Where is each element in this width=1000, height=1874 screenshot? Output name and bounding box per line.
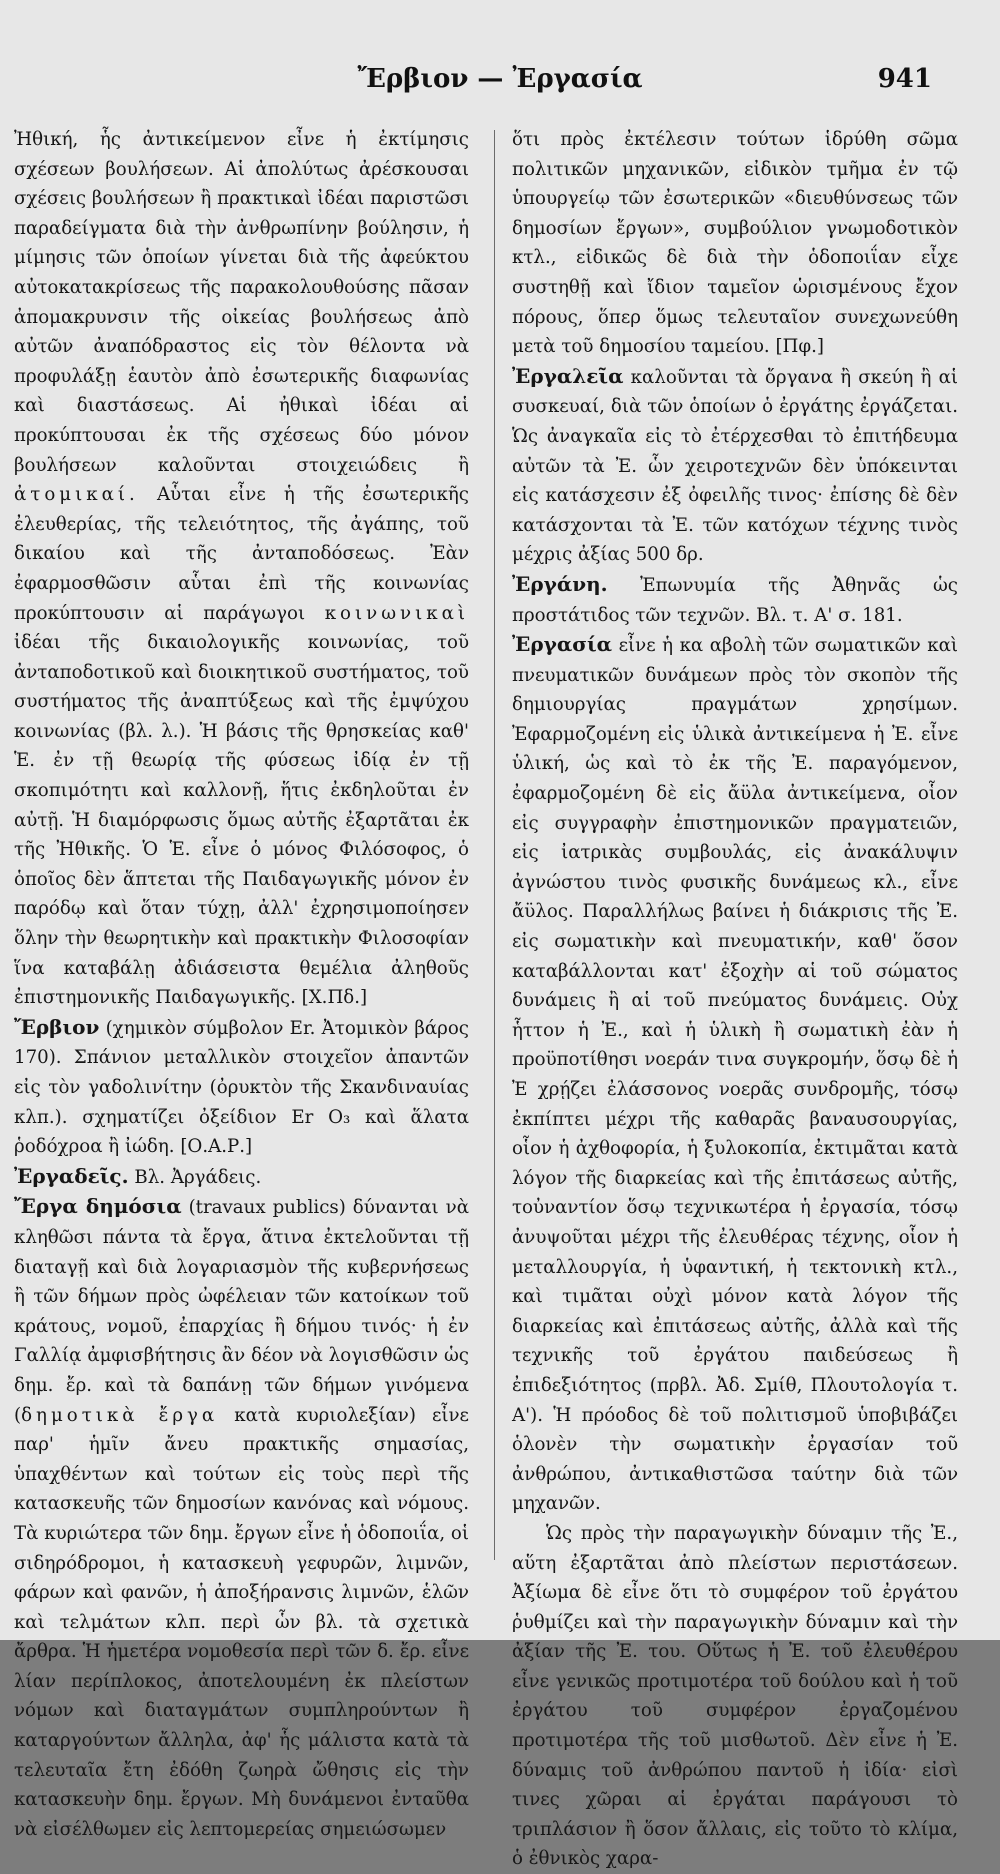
headword-erbion: Ἔρβιον	[14, 1014, 100, 1039]
entry-ergaleia: Ἐργαλεῖα καλοῦνται τὰ ὄργανα ἢ σκεύη ἢ αἱ συσκευαί, διὰ τῶν ὁποίων ὁ ἐργάτης ἐργάζεται. Ὡς ἀναγκαῖα εἰς τὸ ἐτέρχεσθαι τὸ ἐπιτήδευμα αὐτῶν τὰ Ἐ. ὧν χειροτεχνῶν δὲν ὑπόκεινται εἰς κατάσχεσιν ἐξ ὀφειλῆς τινος· ἐπίσης δὲ δὲν κατάσχονται τὰ Ἐ. τῶν κατόχων τέχνης τινὸς μέχρις ἀξίας 500 δρ.	[512, 363, 958, 566]
headword-ergasia: Ἐργασία	[512, 632, 613, 657]
entry-ergadeis: Ἐργαδεῖς. Βλ. Ἀργάδεις.	[14, 1163, 262, 1188]
column-divider	[494, 130, 495, 1560]
running-title: Ἔρβιον — Ἐργασία	[357, 64, 643, 94]
page-header	[0, 58, 1000, 108]
ergasia-paragraph-2: Ὡς πρὸς τὴν παραγωγικὴν δύναμιν τῆς Ἐ., αὕτη ἐξαρτᾶται ἀπὸ πλείστων περιστάσεων. Ἀξίωμα δὲ εἶνε ὅτι τὸ συμφέρον τοῦ ἐργάτου ῥυθμίζει καὶ τὴν παραγωγικὴν δύναμιν καὶ τὴν ἀξίαν τῆς Ἐ. του. Οὕτως ἡ Ἐ. τοῦ ἐλευθέρου εἶνε γενικῶς προτιμοτέρα τοῦ δούλου καὶ ἡ τοῦ ἐργάτου τοῦ συμφέρον ἐργαζομένου προτιμοτέρα τῆς τοῦ μισθωτοῦ. Δὲν εἶνε ἡ Ἐ. δύναμις τοῦ ἀνθρώπου παντοῦ ἡ ἰδία· εἰσὶ τινες χῶραι αἱ ἐργάται παράγουσι τὸ τριπλάσιον ἢ ὅσον ἄλλαις, εἰς τοῦτο τὸ κλίμα, ὁ ἐθνικὸς χαρα-	[512, 1522, 958, 1870]
headword-ergaleia: Ἐργαλεῖα	[512, 363, 624, 388]
headword-ergadeis: Ἐργαδεῖς.	[14, 1163, 129, 1188]
entry-erbion: Ἔρβιον (χημικὸν σύμβολον Er. Ἀτομικὸν βάρος 170). Σπάνιον μεταλλικὸν στοιχεῖον ἀπαντῶν εἰς τὸν γαδολινίτην (ὀρυκτὸν τῆς Σκανδιναυίας κλπ.). σχηματίζει ὀξείδιον Er O₃ καὶ ἅλατα ῥοδόχροα ἢ ἰώδη. [Ο.Α.Ρ.]	[14, 1014, 469, 1158]
right-column	[512, 125, 958, 1870]
entry-ergani: Ἐργάνη. Ἐπωνυμία τῆς Ἀθηνᾶς ὡς προστάτιδος τῶν τεχνῶν. Βλ. τ. Α' σ. 181.	[512, 571, 958, 626]
headword-ergani: Ἐργάνη.	[512, 571, 608, 596]
entry-ergasia: Ἐργασία εἶνε ἡ κα αβολὴ τῶν σωματικῶν καὶ πνευματικῶν δυνάμεων πρὸς τὸν σκοπὸν τῆς δημιουργίας πραγμάτων χρησίμων. Ἐφαρμοζομένη εἰς ὑλικὰ ἀντικείμενα ἡ Ἐ. εἶνε ὑλική, ὡς καὶ τὸ ἐκ τῆς Ἐ. παραγόμενον, ἐφαρμοζομένη δὲ εἰς ἄϋλα ἀντικείμενα, οἷον εἰς συγγραφὴν ἐπιστημονικῶν πραγματειῶν, εἰς ἰατρικὰς συμβουλάς, εἰς ἀνακάλυψιν ἀγνώστου τινὸς φυσικῆς δυνάμεως κλ., εἶνε ἄϋλος. Παραλλήλως βαίνει ἡ διάκρισις τῆς Ἐ. εἰς σωματικὴν καὶ πνευματικήν, καθ' ὅσον καταβάλλονται κατ' ἐξοχὴν αἱ τοῦ σώματος δυνάμεις ἢ αἱ τοῦ πνεύματος δυνάμεις. Οὐχ ἧττον ἡ Ἐ., καὶ ἡ ὑλικὴ ἢ σωματικὴ ἐὰν ἡ προϋποτίθησι νοεράν τινα συγκρομήν, ὅσῳ δὲ ἡ Ἐ χρῄζει ἐλάσσονος νοερᾶς συνδρομῆς, τόσῳ ἐκπίπτει μέχρι τῆς καθαρᾶς βαναυσουργίας, οἷον ἡ ἀχθοφορία, ἡ ξυλοκοπία, ἐκτιμᾶται κατὰ λόγον τῆς διαρκείας καὶ τῆς ἐπιτάσεως αὐτῆς, τοὐναντίον ὅσῳ τεχνικωτέρα ἡ ἐργασία, τόσῳ ἀνυψοῦται μέχρι τῆς ἐλευθέρας τέχνης, οἷον ἡ μεταλλουργία, ἡ ὑφαντική, ἡ τεκτονικὴ κτλ., καὶ τιμᾶται οὐχὶ μόνον κατὰ λόγον τῆς διαρκείας καὶ ἐπιτάσεως αὐτῆς, ἀλλὰ καὶ τῆς τεχνικῆς τοῦ ἐργάτου παιδεύσεως ἢ ἐπιδεξιότητος (πρβλ. Ἀδ. Σμίθ, Πλουτολογία τ. Α'). Ἡ πρόοδος δὲ τοῦ πολιτισμοῦ ὑποβιβάζει ὁλονὲν τὴν σωματικὴν ἐργασίαν τοῦ ἀνθρώπου, ἀντικαθιστῶσα ταύτην διὰ τῶν μηχανῶν.	[512, 632, 958, 1515]
article-continuation: Ἠθική, ἧς ἀντικείμενον εἶνε ἡ ἐκτίμησις σχέσεων βουλήσεων. Αἱ ἀπολύτως ἀρέσκουσαι σχέσεις βουλήσεων ἢ πρακτικαὶ ἰδέαι παριστῶσι παραδείγματα διὰ τὴν ἀνθρωπίνην βούλησιν, ἡ μίμησις τῶν ὁποίων γίνεται διὰ τῆς ἀφεύκτου αὐτοκατακρίσεως τῆς παρακολουθούσης πᾶσαν ἀπομακρυνσιν τῆς οἰκείας βουλήσεως ἀπὸ αὐτῶν ἀναπόδραστος εἰς τὸν θέλοντα νὰ προφυλάξῃ ἑαυτὸν ἀπὸ ἐσωτερικῆς διαφωνίας καὶ διαστάσεως. Αἱ ἠθικαὶ ἰδέαι αἱ προκύπτουσαι ἐκ τῆς σχέσεως δύο μόνον βουλήσεων καλοῦνται στοιχειώδεις ἢ ἀτομικαί. Αὗται εἶνε ἡ τῆς ἐσωτερικῆς ἐλευθερίας, τῆς τελειότητος, τῆς ἀγάπης, τοῦ δικαίου καὶ τῆς ἀνταποδόσεως. Ἐὰν ἐφαρμοσθῶσιν αὗται ἐπὶ τῆς κοινωνίας προκύπτουσιν αἱ παράγωγοι κοινωνικαὶ ἰδέαι τῆς δικαιολογικῆς κοινωνίας, τοῦ ἀνταποδοτικοῦ καὶ διοικητικοῦ συστήματος, τοῦ συστήματος τῆς ἀναπτύξεως καὶ τῆς ἐμψύχου κοινωνίας (βλ. λ.). Ἡ βάσις τῆς θρησκείας καθ' Ἑ. ἐν τῇ θεωρίᾳ τῆς φύσεως ἰδίᾳ ἐν τῇ σκοπιμότητι καὶ καλλονῇ, ἥτις ἐκδηλοῦται ἐν αὐτῇ. Ἡ διαμόρφωσις ὅμως αὐτῆς ἐξαρτᾶται ἐκ τῆς Ἠθικῆς. Ὁ Ἑ. εἶνε ὁ μόνος Φιλόσοφος, ὁ ὁποῖος δὲν ἅπτεται τῆς Παιδαγωγικῆς μόνον ἐν παρόδῳ καὶ ὅταν τύχῃ, ἀλλ' ἐχρησιμοποίησεν ὅλην τὴν θεωρητικὴν καὶ πρακτικὴν Φιλοσοφίαν ἵνα καταβάλῃ ἀδιάσειστα θεμέλια ἀληθοῦς ἐπιστημονικῆς Παιδαγωγικῆς. [Χ.Πδ.]	[14, 129, 469, 1009]
page-number: 941	[877, 64, 932, 94]
headword-erga-dimosia: Ἔργα δημόσια	[14, 1194, 182, 1219]
entry-erga-dimosia: Ἔργα δημόσια (travaux publics) δύνανται νὰ κληθῶσι πάντα τὰ ἔργα, ἅτινα ἐκτελοῦνται τῇ διαταγῇ καὶ διὰ λογαριασμὸν τῆς κυβερνήσεως ἢ τῶν δήμων πρὸς ὠφέλειαν τῶν κατοίκων τοῦ κράτους, νομοῦ, ἐπαρχίας ἢ δήμου τινός· ἡ ἐν Γαλλίᾳ ἀμφισβήτησις ἂν δέον νὰ λογισθῶσιν ὡς δημ. ἔρ. καὶ τὰ δαπάνῃ τῶν δήμων γινόμενα (δημοτικὰ ἔργα κατὰ κυριολεξίαν) εἶνε παρ' ἡμῖν ἄνευ πρακτικῆς σημασίας, ὑπαχθέντων καὶ τούτων εἰς τοὺς περὶ τῆς κατασκευῆς τῶν δημοσίων κανόνας καὶ νόμους. Τὰ κυριώτερα τῶν δημ. ἔργων εἶνε ἡ ὁδοποιΐα, οἱ σιδηρόδρομοι, ἡ κατασκευὴ γεφυρῶν, λιμνῶν, φάρων καὶ φανῶν, ἡ ἀποξήρανσις λιμνῶν, ἑλῶν καὶ τελμάτων κλπ. περὶ ὧν βλ. τὰ σχετικὰ ἄρθρα. Ἡ ἡμετέρα νομοθεσία περὶ τῶν δ. ἔρ. εἶνε λίαν περίπλοκος, ἀποτελουμένη ἐκ πλείστων νόμων καὶ διαταγμάτων συμπληρούντων ἢ καταργούντων ἄλληλα, ἀφ' ἧς μάλιστα κατὰ τὰ τελευταῖα ἔτη ἐδόθη ζωηρὰ ὤθησις εἰς τὴν κατασκευὴν δημ. ἔργων. Μὴ δυνάμενοι ἐνταῦθα νὰ εἰσέλθωμεν εἰς λεπτομερείας σημειώσωμεν	[14, 1194, 469, 1840]
left-column	[14, 125, 469, 1840]
article-continuation-right: ὅτι πρὸς ἐκτέλεσιν τούτων ἱδρύθη σῶμα πολιτικῶν μηχανικῶν, εἰδικὸν τμῆμα ἐν τῷ ὑπουργείῳ τῶν ἐσωτερικῶν «διευθύνσεως τῶν δημοσίων ἔργων», συμβούλιον γνωμοδοτικὸν κτλ., εἰδικῶς δὲ διὰ τὴν ὁδοποιΐαν εἶχε συστηθῇ καὶ ἴδιον ταμεῖον ὡρισμένους ἔχον πόρους, ὅπερ ὅμως τελευταῖον συνεχωνεύθη μετὰ τοῦ δημοσίου ταμείου. [Πφ.]	[512, 129, 958, 358]
